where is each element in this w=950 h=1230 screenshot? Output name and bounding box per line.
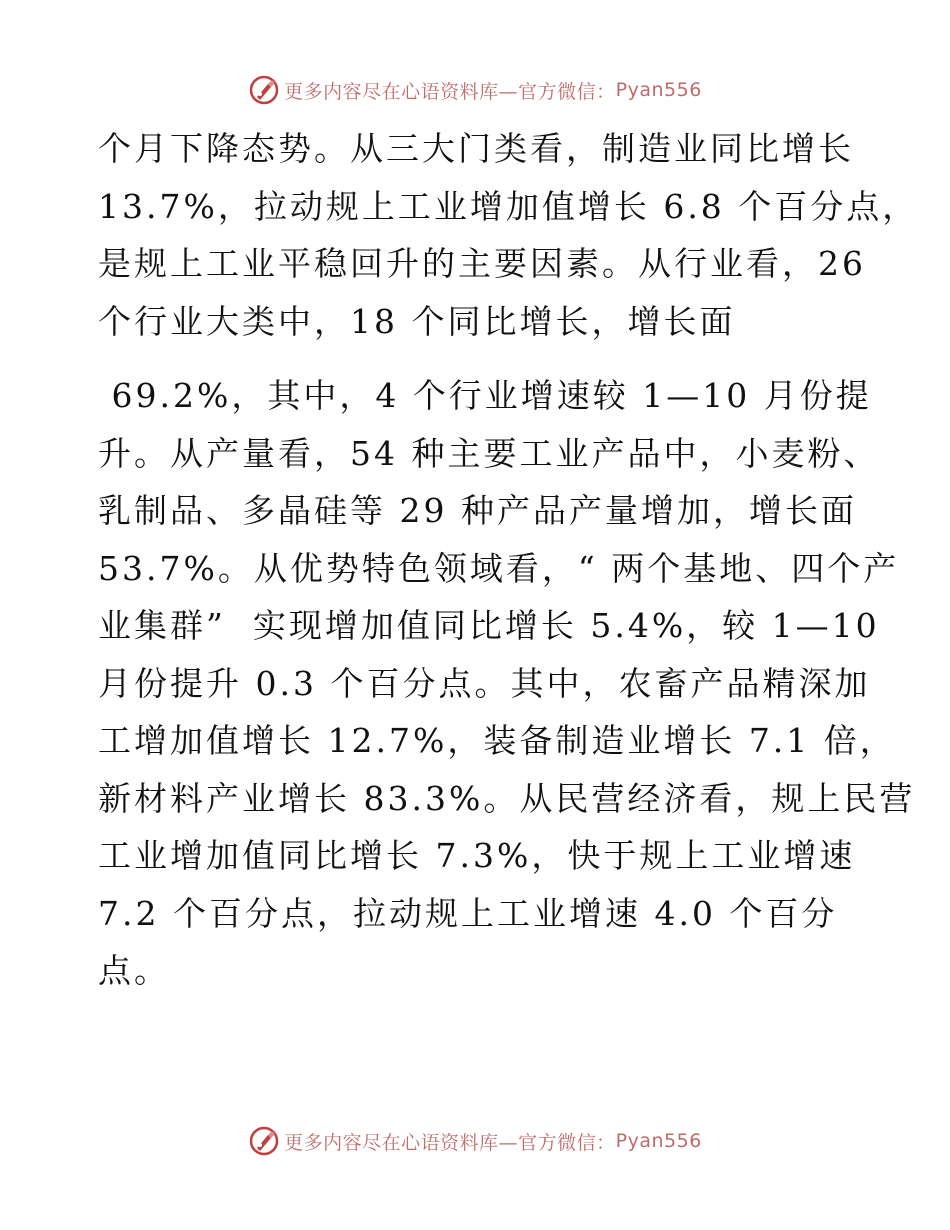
- text-line: 工业增加值同比增长 7.3%，快于规上工业增速: [98, 836, 856, 875]
- header-watermark: [0, 74, 950, 106]
- footer-watermark: [0, 1125, 950, 1157]
- text-line: 13.7%，拉动规上工业增加值增长 6.8 个百分点，: [98, 186, 919, 226]
- text-line: 业集群” 实现增加值同比增长 5.4%，较 1—10: [98, 606, 880, 645]
- watermark-text: 更多内容尽在心语资料库—官方微信：: [284, 1131, 616, 1154]
- text-line: 69.2%，其中，4 个行业增速较 1—10 月份提: [98, 376, 872, 415]
- text-line: 53.7%。从优势特色领域看，“ 两个基地、四个产: [98, 548, 900, 588]
- pen-circle-logo-icon: [248, 74, 280, 106]
- text-line: 月份提升 0.3 个百分点。其中，农畜产品精深加: [98, 663, 871, 703]
- text-line: 乳制品、多晶硅等 29 种产品产量增加，增长面: [98, 491, 857, 530]
- pen-circle-logo-icon: [248, 1125, 280, 1157]
- watermark-contact: Pyan556: [615, 1130, 702, 1152]
- watermark-text: 更多内容尽在心语资料库—官方微信：: [284, 80, 616, 103]
- text-line: 是规上工业平稳回升的主要因素。从行业看，26: [98, 244, 866, 283]
- text-line: 个行业大类中，18 个同比增长，增长面: [98, 301, 736, 341]
- text-line: 新材料产业增长 83.3%。从民营经济看，规上民营: [98, 778, 916, 818]
- watermark-contact: Pyan556: [615, 79, 702, 101]
- body-text: [98, 120, 919, 1000]
- text-line: 7.2 个百分点，拉动规上工业增速 4.0 个百分: [98, 893, 838, 933]
- text-line: 升。从产量看，54 种主要工业产品中，小麦粉、: [98, 433, 880, 473]
- paragraph: [98, 120, 919, 350]
- text-line: 个月下降态势。从三大门类看，制造业同比增长: [98, 129, 854, 168]
- text-line: 点。: [98, 951, 170, 990]
- paragraph: [98, 367, 916, 1000]
- text-line: 工增加值增长 12.7%，装备制造业增长 7.1 倍，: [98, 721, 896, 760]
